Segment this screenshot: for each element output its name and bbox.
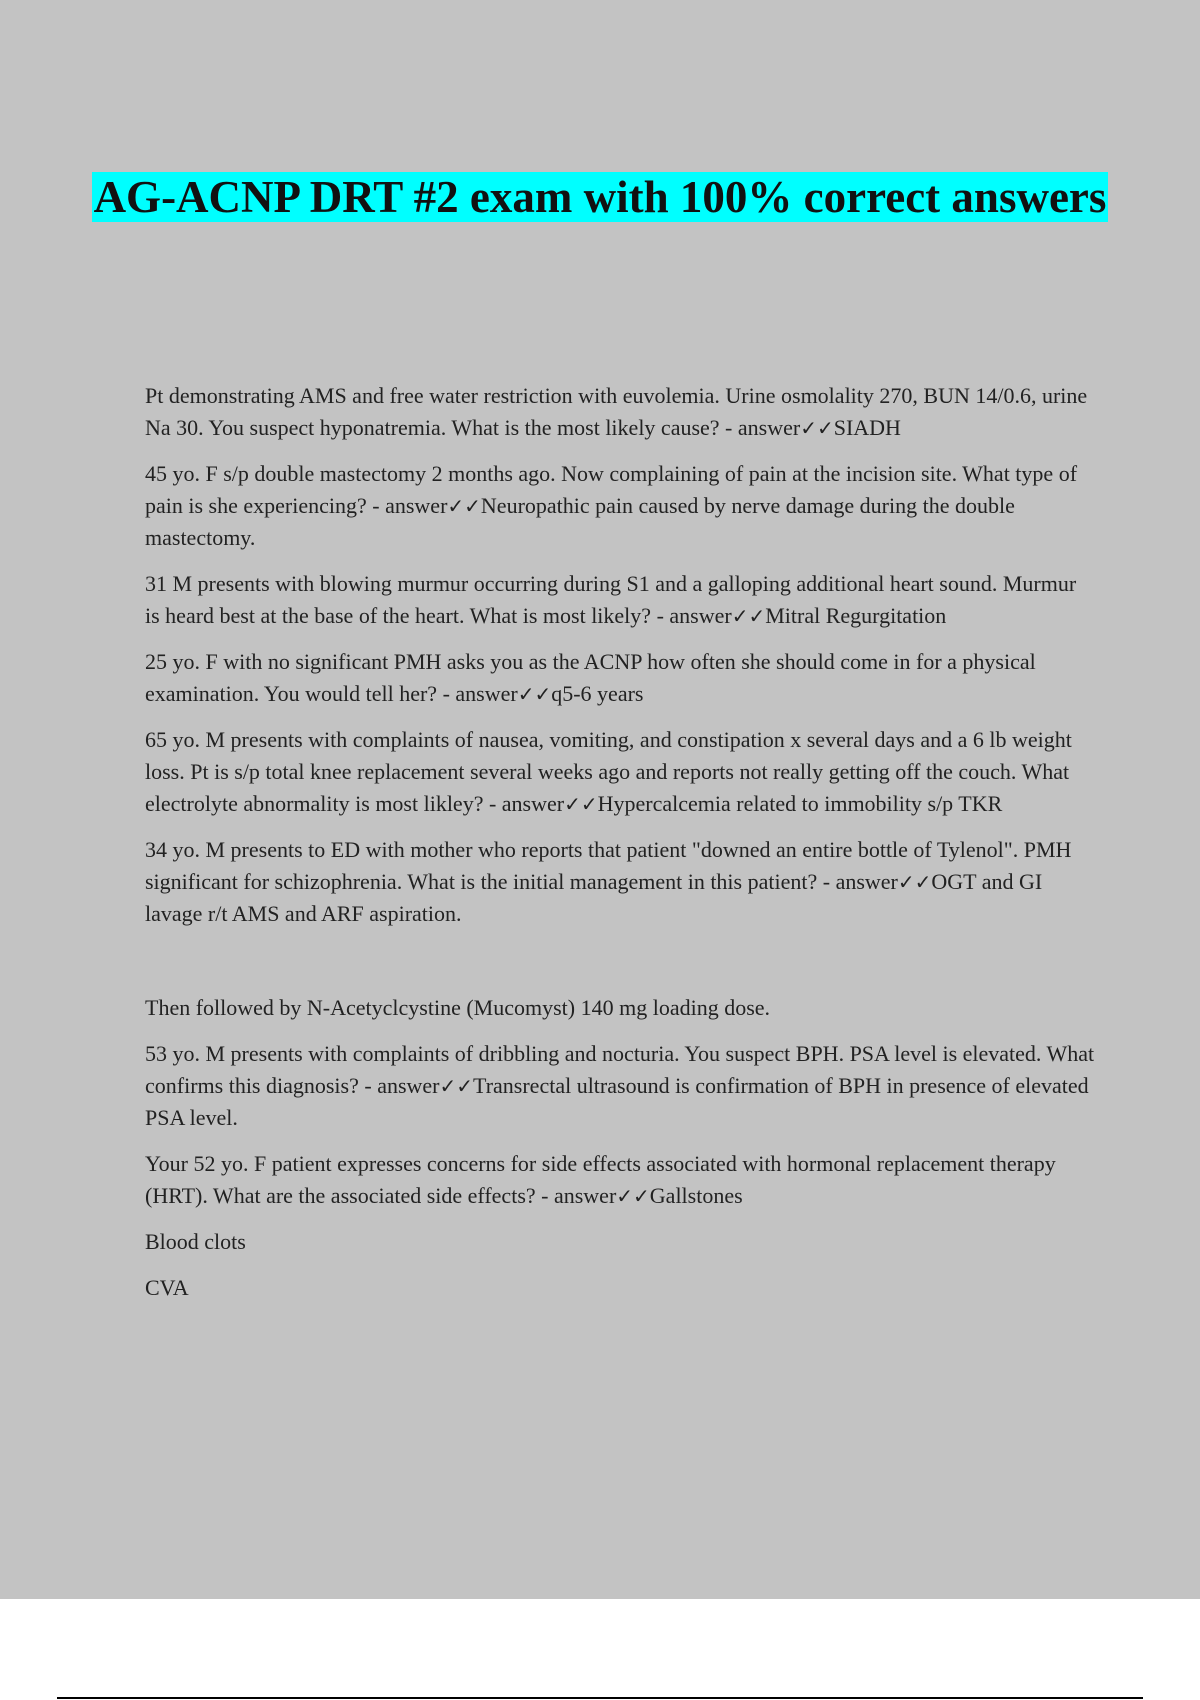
footer-divider	[57, 1697, 1143, 1699]
document-title: AG-ACNP DRT #2 exam with 100% correct answers	[93, 172, 1107, 222]
check-marks-icon: ✓✓	[564, 792, 598, 816]
qa-item-5	[145, 724, 1095, 820]
answer-marker: - answer	[372, 493, 448, 518]
answer-continuation-3: CVA	[145, 1275, 189, 1300]
check-marks-icon: ✓✓	[616, 1184, 650, 1208]
answer-continuation-2: Blood clots	[145, 1229, 246, 1254]
answer-text: Transrectal ultrasound is confirmation of BPH in presence of elevated PSA level.	[145, 1073, 1089, 1130]
question-text: 65 yo. M presents with complaints of nausea, vomiting, and constipation x several days and a 6 lb weight loss. Pt is s/p total knee replacement several weeks ago and reports not really getting off the couch. What electrolyte abnormality is most likley?	[145, 727, 1072, 816]
question-text: Your 52 yo. F patient expresses concerns for side effects associated with hormonal replacement therapy (HRT). What are the associated side effects?	[145, 1151, 1056, 1208]
question-text: Pt demonstrating AMS and free water restriction with euvolemia. Urine osmolality 270, BUN 14/0.6, urine Na 30. You suspect hyponatremia. What is the most likely cause?	[145, 383, 1088, 440]
answer-text: SIADH	[833, 415, 901, 440]
question-text: 34 yo. M presents to ED with mother who reports that patient "downed an entire bottle of Tylenol". PMH significant for schizophrenia. What is the initial management in this patient?	[145, 837, 1072, 894]
answer-text: OGT and GI lavage r/t AMS and ARF aspiration.	[145, 869, 1043, 926]
answer-text: Hypercalcemia related to immobility s/p TKR	[597, 791, 1003, 816]
check-marks-icon: ✓✓	[439, 1074, 474, 1098]
check-marks-icon: ✓✓	[517, 682, 552, 706]
qa-item-3	[145, 568, 1095, 632]
question-text: 25 yo. F with no significant PMH asks you as the ACNP how often she should come in for a physical examination. You would tell her?	[145, 649, 1036, 706]
answer-marker: - answer	[822, 869, 898, 894]
answer-text: Mitral Regurgitation	[765, 603, 947, 628]
answer-text: Gallstones	[649, 1183, 743, 1208]
qa-item-1	[145, 380, 1095, 444]
answer-marker: - answer	[725, 415, 801, 440]
document-content	[145, 380, 1095, 1318]
answer-text: Neuropathic pain caused by nerve damage during the double mastectomy.	[145, 493, 1015, 550]
check-marks-icon: ✓✓	[731, 604, 766, 628]
check-marks-icon: ✓✓	[897, 870, 932, 894]
title-block	[0, 166, 1200, 228]
answer-marker: - answer	[442, 681, 518, 706]
answer-marker: - answer	[364, 1073, 440, 1098]
question-text: 53 yo. M presents with complaints of dribbling and nocturia. You suspect BPH. PSA level is elevated. What confirms this diagnosis?	[145, 1041, 1095, 1098]
answer-continuation-1: Then followed by N-Acetyclcystine (Mucomyst) 140 mg loading dose.	[145, 995, 771, 1020]
qa-item-2	[145, 458, 1095, 554]
answer-marker: - answer	[488, 791, 565, 816]
qa-item-4	[145, 646, 1095, 710]
answer-text: q5-6 years	[551, 681, 644, 706]
question-text: 31 M presents with blowing murmur occurring during S1 and a galloping additional heart sound. Murmur is heard best at the base of the heart. What is most likely?	[145, 571, 1077, 628]
qa-item-6	[145, 834, 1095, 930]
check-marks-icon: ✓✓	[447, 494, 481, 518]
question-text: 45 yo. F s/p double mastectomy 2 months ago. Now complaining of pain at the incision site. What type of pain is she experiencing?	[145, 461, 1078, 518]
answer-marker: - answer	[541, 1183, 617, 1208]
qa-item-8	[145, 1148, 1095, 1212]
qa-item-7	[145, 1038, 1095, 1134]
answer-marker: - answer	[656, 603, 732, 628]
check-marks-icon: ✓✓	[800, 416, 834, 440]
